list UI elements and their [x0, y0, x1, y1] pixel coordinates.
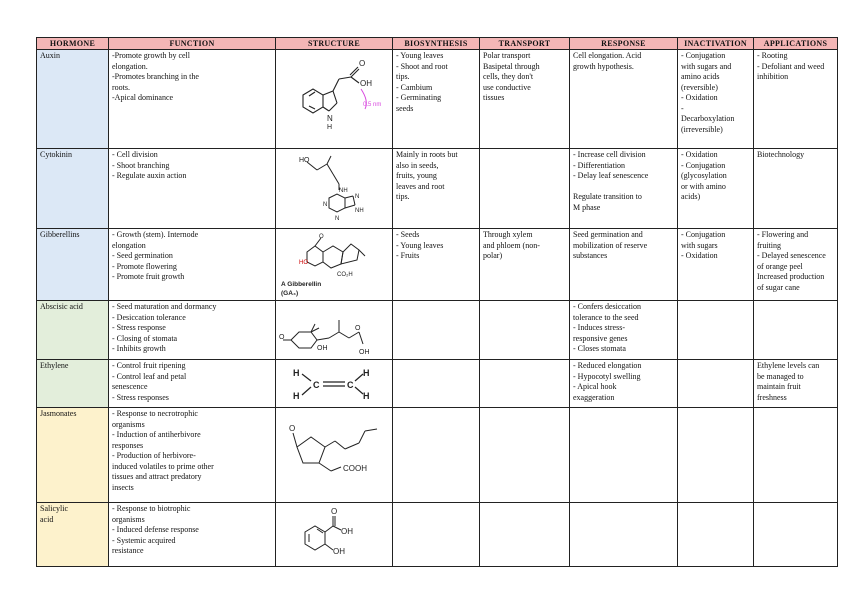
response-cell: - Reduced elongation - Hypocotyl swelling - Apical hook exaggeration — [570, 360, 678, 408]
response-cell: - Confers desiccation tolerance to the seed - Induces stress- responsive genes - Closes stomata — [570, 301, 678, 360]
function-cell: -Promote growth by cell elongation. -Promotes branching in the roots. -Apical dominance — [109, 50, 276, 149]
inactivation-cell — [678, 301, 754, 360]
svg-text:CO₂H: CO₂H — [337, 272, 353, 278]
jasmonate-structure-image — [279, 409, 396, 501]
applications-cell — [754, 301, 838, 360]
transport-cell: Through xylem and phloem (non- polar) — [480, 229, 570, 301]
function-cell: - Seed maturation and dormancy - Desiccation tolerance - Stress response - Closing of stomata - Inhibits growth — [109, 301, 276, 360]
structure-cell — [276, 301, 393, 360]
applications-cell — [754, 408, 838, 503]
hormone-name: Cytokinin — [37, 149, 109, 229]
svg-text:OH: OH — [359, 349, 370, 356]
inactivation-cell: - Conjugation with sugars and amino acids (reversible) - Oxidation - Decarboxylation (irreversible) — [678, 50, 754, 149]
inactivation-cell: - Oxidation - Conjugation (glycosylation or with amino acids) — [678, 149, 754, 229]
svg-text:O: O — [359, 59, 366, 68]
response-cell: Cell elongation. Acid growth hypothesis. — [570, 50, 678, 149]
function-cell: - Growth (stem). Internode elongation - Seed germination - Promote flowering - Promote fruit growth — [109, 229, 276, 301]
svg-text:N: N — [323, 202, 328, 208]
structure-sublabel: (GA₄) — [281, 290, 299, 297]
hormone-name: Abscisic acid — [37, 301, 109, 360]
structure-label: COOH — [343, 464, 367, 473]
abscisic-acid-structure-image — [279, 302, 396, 358]
header-structure: STRUCTURE — [276, 38, 393, 50]
svg-text:NH: NH — [339, 188, 348, 194]
hormone-name: Salicylic acid — [37, 503, 109, 567]
structure-label: 0.5 nm — [363, 102, 382, 108]
salicylic-acid-structure-image — [279, 504, 396, 565]
header-transport: TRANSPORT — [480, 38, 570, 50]
gibberellin-structure-image — [279, 230, 396, 299]
transport-cell — [480, 301, 570, 360]
svg-text:H: H — [363, 391, 370, 401]
table-row-salicylic-acid — [37, 503, 838, 567]
hormone-name: Auxin — [37, 50, 109, 149]
hormone-name: Jasmonates — [37, 408, 109, 503]
svg-text:H: H — [293, 368, 300, 378]
table-row-abscisic-acid — [37, 301, 838, 360]
structure-label: HO — [299, 157, 310, 164]
applications-cell: - Rooting - Defoliant and weed inhibition — [754, 50, 838, 149]
svg-text:OH: OH — [341, 527, 353, 536]
svg-text:H: H — [327, 124, 333, 131]
inactivation-cell — [678, 360, 754, 408]
svg-text:N: N — [327, 114, 333, 123]
svg-text:OH: OH — [360, 79, 372, 88]
svg-text:N: N — [355, 194, 360, 200]
header-function: FUNCTION — [109, 38, 276, 50]
cytokinin-structure-image — [279, 150, 396, 227]
structure-label: A Gibberellin — [281, 281, 322, 288]
svg-text:O: O — [331, 507, 338, 516]
table-row-gibberellins — [37, 229, 838, 301]
response-cell — [570, 503, 678, 567]
svg-text:H: H — [363, 368, 370, 378]
applications-cell: Biotechnology — [754, 149, 838, 229]
ethylene-structure-image — [279, 361, 396, 406]
svg-text:O: O — [289, 424, 296, 433]
svg-text:O: O — [355, 325, 361, 332]
function-cell: - Cell division - Shoot branching - Regulate auxin action — [109, 149, 276, 229]
svg-text:H: H — [293, 391, 300, 401]
svg-text:C: C — [347, 380, 354, 390]
structure-cell — [276, 408, 393, 503]
structure-label: OH — [333, 547, 345, 556]
auxin-structure-image — [279, 51, 396, 147]
header-inactivation: INACTIVATION — [678, 38, 754, 50]
svg-text:HO: HO — [299, 260, 308, 266]
function-cell: - Response to biotrophic organisms - Induced defense response - Systemic acquired resistance — [109, 503, 276, 567]
header-biosynthesis: BIOSYNTHESIS — [393, 38, 480, 50]
applications-cell: Ethylene levels can be managed to maintain fruit freshness — [754, 360, 838, 408]
svg-text:NH: NH — [355, 208, 364, 214]
function-cell: - Control fruit ripening - Control leaf and petal senescence - Stress responses — [109, 360, 276, 408]
applications-cell: - Flowering and fruiting - Delayed senescence of orange peel Increased production of sugar cane — [754, 229, 838, 301]
inactivation-cell — [678, 408, 754, 503]
transport-cell: Polar transport Basipetal through cells, they don't use conductive tissues — [480, 50, 570, 149]
function-cell: - Response to necrotrophic organisms - Induction of antiherbivore responses - Production of herbivore- induced volatiles to prime other tissues and attract predatory insects — [109, 408, 276, 503]
table-row-jasmonates — [37, 408, 838, 503]
biosynthesis-cell — [393, 503, 480, 567]
response-cell: Seed germination and mobilization of reserve substances — [570, 229, 678, 301]
hormone-table — [36, 37, 838, 567]
structure-cell — [276, 229, 393, 301]
structure-cell — [276, 360, 393, 408]
biosynthesis-cell: - Young leaves - Shoot and root tips. - Cambium - Germinating seeds — [393, 50, 480, 149]
table-row-auxin — [37, 50, 838, 149]
transport-cell — [480, 149, 570, 229]
header-row — [37, 38, 838, 50]
biosynthesis-cell — [393, 360, 480, 408]
hormone-name: Gibberellins — [37, 229, 109, 301]
transport-cell — [480, 503, 570, 567]
svg-text:O: O — [319, 234, 324, 240]
biosynthesis-cell: Mainly in roots but also in seeds, fruits, young leaves and root tips. — [393, 149, 480, 229]
header-response: RESPONSE — [570, 38, 678, 50]
transport-cell — [480, 360, 570, 408]
transport-cell — [480, 408, 570, 503]
structure-cell — [276, 149, 393, 229]
inactivation-cell: - Conjugation with sugars - Oxidation — [678, 229, 754, 301]
structure-label: OH — [317, 345, 328, 352]
hormone-name: Ethylene — [37, 360, 109, 408]
response-cell: - Increase cell division - Differentiation - Delay leaf senescence Regulate transition to M phase — [570, 149, 678, 229]
inactivation-cell — [678, 503, 754, 567]
svg-text:O: O — [279, 334, 285, 341]
applications-cell — [754, 503, 838, 567]
structure-cell — [276, 503, 393, 567]
table-row-ethylene — [37, 360, 838, 408]
table-row-cytokinin — [37, 149, 838, 229]
biosynthesis-cell — [393, 408, 480, 503]
biosynthesis-cell — [393, 301, 480, 360]
header-hormone: HORMONE — [37, 38, 109, 50]
structure-label: C — [313, 380, 320, 390]
header-applications: APPLICATIONS — [754, 38, 838, 50]
structure-cell — [276, 50, 393, 149]
response-cell — [570, 408, 678, 503]
svg-text:N: N — [335, 216, 340, 222]
biosynthesis-cell: - Seeds - Young leaves - Fruits — [393, 229, 480, 301]
